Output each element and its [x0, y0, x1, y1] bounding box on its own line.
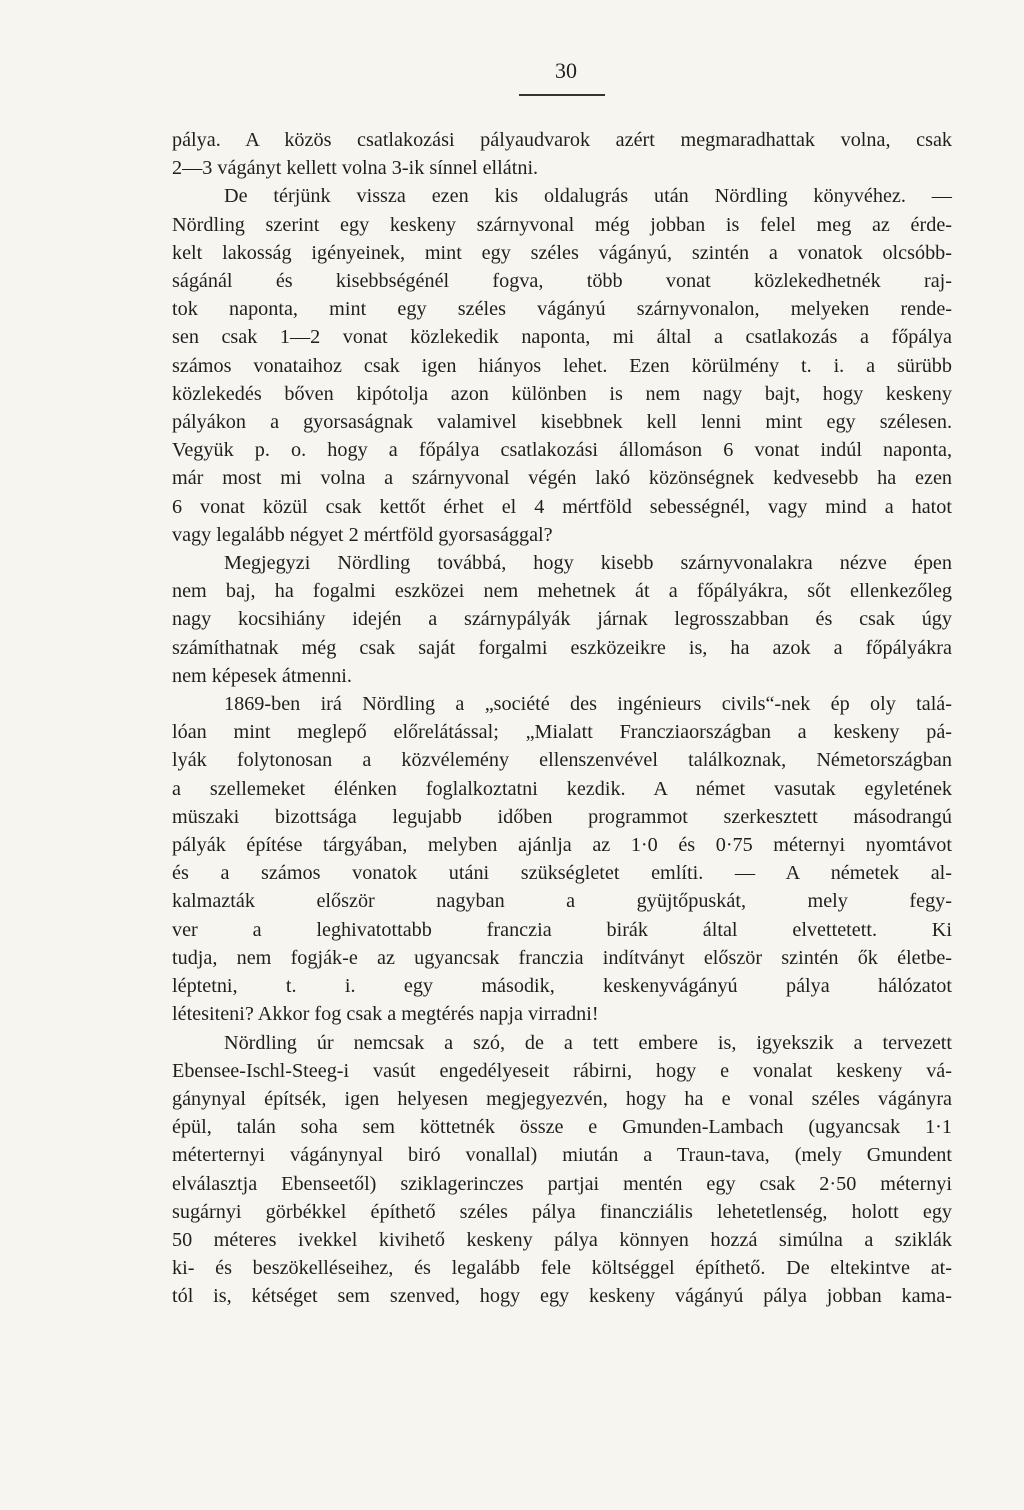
text-line: kalmazták először nagyban a gyüjtőpuskát, mely fegy- — [172, 890, 952, 913]
text-line: elválasztja Ebenseetől) sziklagerinczes partjai mentén egy csak 2·50 méternyi — [172, 1172, 952, 1195]
text-line: ver a leghivatottabb franczia birák által elvettetett. Ki — [172, 918, 952, 941]
text-line: számíthatnak még csak saját forgalmi eszközeikre is, ha azok a főpályákra — [172, 636, 952, 659]
text-line: müszaki bizottsága legujabb időben programmot szerkesztett másodrangú — [172, 805, 952, 828]
text-line: épül, talán soha sem köttetnék össze e Gmunden-Lambach (ugyancsak 1·1 — [172, 1116, 952, 1139]
text-line: létesiteni? Akkor fog csak a megtérés napja virradni! — [172, 1003, 599, 1026]
text-line: 50 méteres ivekkel kivihető keskeny pálya könnyen hozzá simúlna a sziklák — [172, 1228, 952, 1251]
text-line: méterternyi vágánynyal biró vonallal) miután a Traun-tava, (mely Gmundent — [172, 1144, 952, 1167]
text-line: tól is, kétséget sem szenved, hogy egy keskeny vágányú pálya jobban kama- — [172, 1285, 952, 1308]
text-line: Nördling szerint egy keskeny szárnyvonal még jobban is felel meg az érde- — [172, 213, 952, 236]
text-line: sugárnyi görbékkel építhető széles pálya financziális lehetetlenség, holott egy — [172, 1200, 952, 1223]
text-line: nem képesek átmenni. — [172, 664, 352, 687]
text-line: léptetni, t. i. egy második, keskenyvágányú pálya hálózatot — [172, 975, 952, 998]
text-line: 6 vonat közül csak kettőt érhet el 4 mértföld sebességnél, vagy mind a hatot — [172, 495, 952, 518]
text-line: nem baj, ha fogalmi eszközei nem mehetnek át a főpályákra, sőt ellenkezőleg — [172, 580, 952, 603]
text-line: pályák építése tárgyában, melyben ajánlja az 1·0 és 0·75 méternyi nyomtávot — [172, 834, 952, 857]
text-line: Vegyük p. o. hogy a főpálya csatlakozási állomáson 6 vonat indúl naponta, — [172, 439, 952, 462]
text-line: lóan mint meglepő előrelátással; „Mialatt Francziaországban a keskeny pá- — [172, 721, 952, 744]
text-line: a szellemeket élénken foglalkoztatni kezdik. A német vasutak egyletének — [172, 777, 952, 800]
text-line: gánynyal építsék, igen helyesen megjegyezvén, hogy ha e vonal széles vágányra — [172, 1087, 952, 1110]
text-line: már most mi volna a szárnyvonal végén lakó közönségnek kedvesebb ha ezen — [172, 467, 952, 490]
text-line: 2—3 vágányt kellett volna 3-ik sínnel ellátni. — [172, 157, 539, 180]
text-line: De térjünk vissza ezen kis oldalugrás után Nördling könyvéhez. — — [224, 185, 952, 208]
text-line: számos vonataihoz csak igen hiányos lehet. Ezen körülmény t. i. a sürübb — [172, 354, 952, 377]
text-line: vagy legalább négyet 2 mértföld gyorsasággal? — [172, 523, 553, 546]
text-line: közlekedés bőven kipótolja azon különben is nem nagy bajt, hogy keskeny — [172, 382, 952, 405]
text-line: Nördling úr nemcsak a szó, de a tett embere is, igyekszik a tervezett — [224, 1031, 952, 1054]
text-line: tudja, nem fogják-e az ugyancsak franczia indítványt először szintén ők életbe- — [172, 946, 952, 969]
text-line: Ebensee-Ischl-Steeg-i vasút engedélyeseit rábirni, hogy e vonalat keskeny vá- — [172, 1059, 952, 1082]
text-line: pálya. A közös csatlakozási pályaudvarok azért megmaradhattak volna, csak — [172, 129, 952, 151]
text-line: lyák folytonosan a közvélemény ellenszenvével találkoznak, Németországban — [172, 749, 952, 772]
text-line: 1869-ben irá Nördling a „société des ingénieurs civils“-nek ép oly talá- — [224, 693, 952, 716]
body-text — [172, 126, 952, 1311]
text-line: ságánál és kisebbségénél fogva, több vonat közlekedhetnék raj- — [172, 270, 952, 293]
text-line: nagy kocsihiány idején a szárnypályák járnak legrosszabban és csak úgy — [172, 608, 952, 631]
text-line: ki- és beszökelléseihez, és legalább fele költséggel építhető. De eltekintve at- — [172, 1257, 952, 1280]
text-line: pályákon a gyorsaságnak valamivel kisebbnek kell lenni mint egy szélesen. — [172, 411, 952, 434]
text-line: sen csak 1—2 vonat közlekedik naponta, mi által a csatlakozás a főpálya — [172, 326, 952, 349]
text-line: és a számos vonatok utáni szükségletet említi. — A németek al- — [172, 862, 952, 885]
page-number-rule — [519, 94, 605, 96]
text-line: Megjegyzi Nördling továbbá, hogy kisebb szárnyvonalakra nézve épen — [224, 552, 952, 575]
text-line: kelt lakosság igényeinek, mint egy széles vágányú, szintén a vonatok olcsóbb- — [172, 241, 952, 264]
text-line: tok naponta, mint egy széles vágányú szárnyvonalon, melyeken rende- — [172, 298, 952, 321]
page-number: 30 — [555, 58, 577, 83]
